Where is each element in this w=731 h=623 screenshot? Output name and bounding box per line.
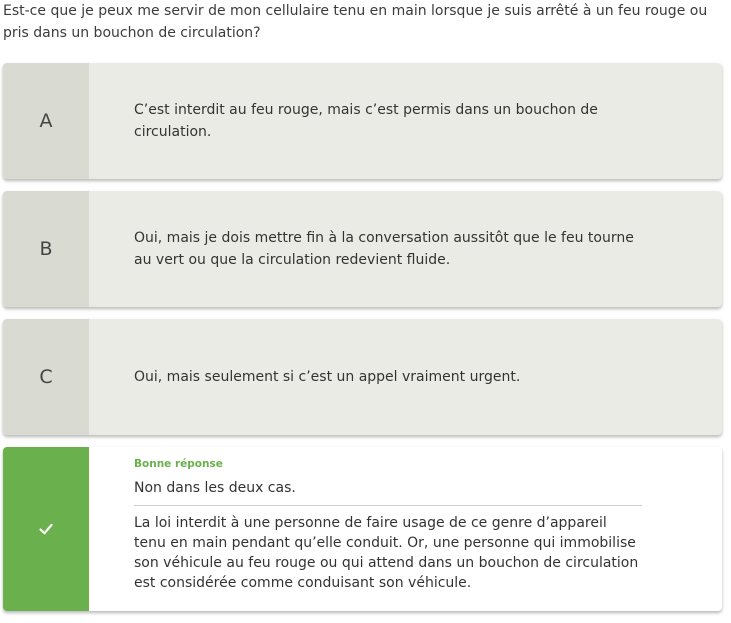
answer-option-b[interactable] [3,191,722,307]
option-text: Oui, mais je dois mettre fin à la conversation aussitôt que le feu tourne au vert ou que la circulation redevient fluide. [134,230,634,268]
option-letter: B [3,191,89,307]
check-icon [38,521,54,537]
answer-option-a[interactable] [3,63,722,179]
option-letter: C [3,319,89,435]
option-text: Oui, mais seulement si c’est un appel vraiment urgent. [134,369,521,385]
question-text: Est-ce que je peux me servir de mon cellulaire tenu en main lorsque je suis arrêté à un feu rouge ou pris dans un bouchon de circulation? [3,3,708,41]
correct-answer-explanation: La loi interdit à une personne de faire usage de ce genre d’appareil tenu en main pendant qu’elle conduit. Or, une personne qui immobilise son véhicule au feu rouge ou qui attend dans un bouchon de circulation est considérée comme conduisant son véhicule. [134,515,639,591]
correct-answer-content [89,447,722,611]
answer-option-c[interactable] [3,319,722,435]
option-letter: A [3,63,89,179]
correct-answer-text: Non dans les deux cas. [134,477,642,506]
correct-answer-heading: Bonne réponse [134,458,223,470]
option-text: C’est interdit au feu rouge, mais c’est permis dans un bouchon de circulation. [134,102,598,140]
correct-answer-panel [3,447,722,611]
correct-indicator [3,447,89,611]
